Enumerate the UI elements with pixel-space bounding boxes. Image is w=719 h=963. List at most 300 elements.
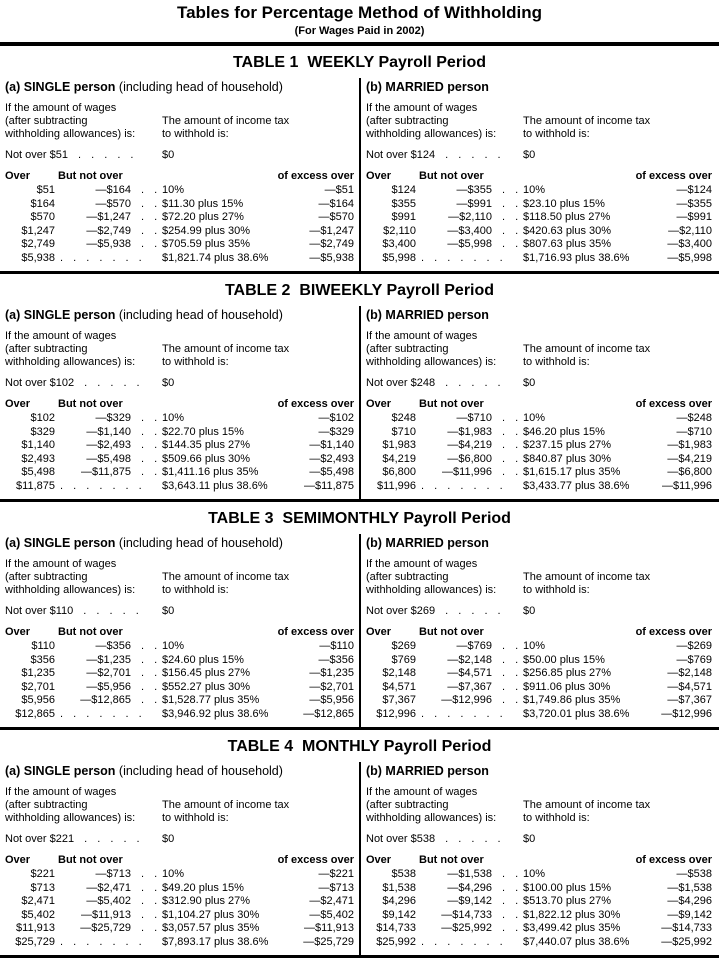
wages-label-line: If the amount of wages [366, 102, 478, 114]
not-over-row [366, 833, 715, 846]
tax-label-line: to withhold is: [162, 356, 229, 368]
bracket-row [361, 198, 717, 212]
dot-leader: . . [502, 224, 519, 237]
dot-leader: . . [502, 211, 519, 223]
but-not-over-column-header: But not over [58, 854, 123, 866]
over-value: $5,498 [21, 466, 55, 478]
but-not-over-value: —$1,247 [86, 211, 131, 223]
section-label-suffix: (including head of household) [115, 308, 283, 322]
married-person-section [359, 762, 717, 955]
excess-over-value: —$25,992 [661, 935, 712, 948]
bracket-row [361, 225, 717, 239]
dot-leader: . . [141, 211, 158, 223]
dot-leader: . . [502, 184, 519, 196]
excess-over-value: —$329 [318, 425, 354, 438]
over-value: $110 [31, 640, 55, 652]
dot-leader: . . . . . [445, 377, 501, 389]
tax-rate-value: $1,716.93 plus 38.6% [523, 251, 630, 264]
column-headers [361, 626, 717, 639]
dot-leader: . . [141, 908, 158, 921]
tax-rate-value: $118.50 plus 27% [523, 211, 611, 223]
but-not-over-value: —$5,956 [86, 680, 131, 693]
over-value: $248 [391, 412, 416, 424]
dot-leader: . . . . . . . [60, 251, 142, 264]
excess-over-value: —$1,140 [309, 439, 354, 451]
tax-label-line: The amount of income tax [523, 115, 651, 127]
excess-over-value: —$124 [676, 184, 712, 196]
wages-label-line: If the amount of wages [5, 102, 117, 114]
over-column-header: Over [5, 626, 31, 638]
over-value: $5,938 [21, 251, 55, 264]
tax-rate-value: 10% [162, 640, 185, 652]
column-headers [361, 854, 717, 867]
dot-leader: . . [502, 895, 519, 907]
wages-condition-label [5, 102, 135, 141]
excess-over-value: —$1,247 [309, 224, 354, 237]
bracket-row [361, 895, 717, 909]
tax-rate-value: $1,411.16 plus 35% [162, 466, 259, 478]
bracket-row [361, 667, 717, 681]
tax-rate-value: 10% [523, 412, 546, 424]
tax-rate-value: $46.20 plus 15% [523, 425, 605, 438]
excess-over-value: —$12,996 [661, 707, 712, 720]
excess-over-value: —$356 [318, 653, 354, 666]
zero-amount: $0 [523, 833, 536, 845]
over-value: $538 [391, 868, 416, 880]
over-value: $221 [30, 868, 55, 880]
excess-over-value: —$4,296 [667, 895, 712, 907]
over-value: $1,983 [382, 439, 416, 451]
tax-rate-value: $49.20 plus 15% [162, 881, 244, 894]
section-label-suffix: (including head of household) [115, 80, 283, 94]
tax-rate-value: $1,104.27 plus 30% [162, 908, 260, 921]
section-heading [5, 537, 283, 550]
over-column-header: Over [366, 398, 392, 410]
tax-rate-value: $237.15 plus 27% [523, 439, 612, 451]
payroll-table-title: TABLE 4 MONTHLY Payroll Period [227, 738, 492, 755]
but-not-over-value: —$5,498 [86, 452, 131, 465]
wages-label-line: (after subtracting [5, 799, 88, 811]
tax-rate-value: $22.70 plus 15% [162, 425, 244, 438]
tax-label-line: to withhold is: [523, 584, 590, 596]
zero-amount: $0 [523, 149, 536, 161]
section-heading [366, 81, 489, 94]
excess-over-value: —$570 [318, 211, 354, 223]
payroll-table-body [0, 78, 719, 274]
dot-leader: . . [141, 667, 158, 679]
single-person-section [0, 78, 359, 271]
over-value: $102 [30, 412, 55, 424]
not-over-row [366, 605, 715, 618]
dot-leader: . . [502, 452, 519, 465]
but-not-over-value: —$991 [456, 197, 492, 210]
but-not-over-value: —$1,538 [447, 868, 492, 880]
over-value: $12,865 [15, 707, 55, 720]
over-value: $3,400 [382, 238, 416, 250]
bracket-row [0, 453, 359, 467]
bracket-row [0, 667, 359, 681]
payroll-table-4 [0, 738, 719, 958]
over-value: $124 [391, 184, 416, 196]
but-not-over-column-header: But not over [419, 170, 484, 182]
of-excess-over-column-header: of excess over [635, 626, 712, 638]
wages-label-line: (after subtracting [5, 115, 88, 127]
tax-amount-label [162, 571, 289, 597]
tax-rate-value: $1,528.77 plus 35% [162, 694, 260, 706]
bracket-row [361, 708, 717, 722]
zero-amount: $0 [162, 149, 175, 161]
over-value: $25,729 [15, 935, 55, 948]
dot-leader: . . . . . [77, 149, 134, 161]
section-label: (a) SINGLE person [5, 308, 116, 322]
bracket-row [0, 238, 359, 252]
wages-label-line: If the amount of wages [5, 558, 117, 570]
tax-rate-value: $509.66 plus 30% [162, 452, 251, 465]
tax-rate-value: $3,720.01 plus 38.6% [523, 707, 630, 720]
over-column-header: Over [366, 170, 392, 182]
tax-rate-value: $3,433.77 plus 38.6% [523, 479, 630, 492]
but-not-over-value: —$2,471 [86, 881, 131, 894]
wages-condition-label [5, 330, 135, 369]
excess-over-value: —$2,701 [309, 680, 354, 693]
dot-leader: . . [141, 184, 158, 196]
bracket-row [0, 922, 359, 936]
but-not-over-value: —$3,400 [447, 224, 492, 237]
section-label: (b) MARRIED person [366, 308, 489, 322]
tax-rate-value: 10% [523, 184, 546, 196]
but-not-over-value: —$7,367 [447, 680, 492, 693]
bracket-rows [361, 640, 717, 721]
but-not-over-value: —$329 [95, 412, 131, 424]
tax-rate-value: $7,893.17 plus 38.6% [162, 935, 269, 948]
over-value: $4,219 [382, 452, 416, 465]
over-value: $1,538 [382, 881, 416, 894]
bracket-row [0, 895, 359, 909]
wages-label-line: (after subtracting [5, 571, 88, 583]
tax-rate-value: $72.20 plus 27% [162, 211, 244, 223]
tax-amount-label [162, 343, 289, 369]
of-excess-over-column-header: of excess over [635, 854, 712, 866]
tax-rate-value: $1,822.12 plus 30% [523, 908, 621, 921]
tax-rate-value: $11.30 plus 15% [162, 197, 244, 210]
bracket-row [361, 466, 717, 480]
excess-over-value: —$269 [676, 640, 712, 652]
section-label: (a) SINGLE person [5, 80, 116, 94]
but-not-over-value: —$11,913 [81, 908, 131, 921]
over-column-header: Over [5, 854, 31, 866]
but-not-over-value: —$5,402 [86, 895, 131, 907]
but-not-over-value: —$710 [456, 412, 492, 424]
tax-label-line: The amount of income tax [523, 799, 651, 811]
tax-rate-value: $3,499.42 plus 35% [523, 922, 621, 934]
but-not-over-value: —$2,148 [447, 653, 492, 666]
wages-label-line: If the amount of wages [366, 558, 478, 570]
excess-over-value: —$5,498 [309, 466, 354, 478]
but-not-over-value: —$5,998 [447, 238, 492, 250]
of-excess-over-column-header: of excess over [277, 854, 354, 866]
excess-over-value: —$4,571 [667, 680, 712, 693]
wages-condition-label [366, 558, 496, 597]
bracket-row [361, 211, 717, 225]
over-column-header: Over [5, 398, 31, 410]
bracket-row [361, 654, 717, 668]
tax-rate-value: $24.60 plus 15% [162, 653, 244, 666]
header-rule [0, 42, 719, 46]
tax-label-line: The amount of income tax [523, 343, 651, 355]
dot-leader: . . [141, 881, 158, 894]
tax-rate-value: $50.00 plus 15% [523, 653, 605, 666]
over-value: $1,247 [21, 224, 55, 237]
tax-rate-value: 10% [162, 412, 185, 424]
dot-leader: . . . . . [445, 605, 501, 617]
dot-leader: . . [502, 922, 519, 934]
column-headers [0, 854, 359, 867]
bracket-row [0, 439, 359, 453]
section-heading [366, 765, 489, 778]
bracket-row [0, 681, 359, 695]
not-over-row [366, 377, 715, 390]
zero-amount: $0 [523, 605, 536, 617]
but-not-over-value: —$5,938 [86, 238, 131, 250]
wages-label-line: (after subtracting [366, 799, 449, 811]
tax-label-line: to withhold is: [162, 128, 229, 140]
over-value: $4,296 [382, 895, 416, 907]
over-value: $2,471 [21, 895, 55, 907]
dot-leader: . . . . . [445, 833, 501, 845]
tax-amount-label [523, 799, 650, 825]
tax-rate-value: $100.00 plus 15% [523, 881, 612, 894]
over-value: $356 [30, 653, 55, 666]
excess-over-value: —$1,538 [667, 881, 712, 894]
page-title: Tables for Percentage Method of Withholding [176, 3, 543, 22]
tax-rate-value: $840.87 plus 30% [523, 452, 612, 465]
dot-leader: . . . . . [84, 833, 140, 845]
but-not-over-value: —$2,749 [86, 224, 131, 237]
bracket-row [0, 198, 359, 212]
bracket-row [361, 184, 717, 198]
but-not-over-value: —$164 [95, 184, 131, 196]
excess-over-value: —$2,493 [309, 452, 354, 465]
wages-label-line: If the amount of wages [5, 786, 117, 798]
but-not-over-value: —$14,733 [441, 908, 492, 921]
not-over-row [366, 149, 715, 162]
married-person-section [359, 78, 717, 271]
over-value: $11,875 [16, 479, 55, 492]
but-not-over-value: —$12,865 [80, 694, 131, 706]
section-label: (b) MARRIED person [366, 536, 489, 550]
excess-over-value: —$5,402 [309, 908, 354, 921]
single-person-section [0, 762, 359, 955]
dot-leader: . . . . . . . [60, 935, 142, 948]
excess-over-value: —$5,956 [309, 694, 354, 706]
but-not-over-value: —$769 [456, 640, 492, 652]
dot-leader: . . [502, 667, 519, 679]
single-person-section [0, 306, 359, 499]
tables-container [0, 54, 719, 958]
dot-leader: . . [502, 238, 519, 250]
but-not-over-value: —$2,493 [86, 439, 131, 451]
tax-rate-value: $420.63 plus 30% [523, 224, 612, 237]
column-headers [0, 626, 359, 639]
not-over-row [5, 605, 357, 618]
bracket-row [361, 909, 717, 923]
excess-over-value: —$4,219 [667, 452, 712, 465]
but-not-over-value: —$1,983 [447, 425, 492, 438]
tax-rate-value: $3,057.57 plus 35% [162, 922, 260, 934]
tax-label-line: The amount of income tax [162, 343, 290, 355]
column-headers [0, 398, 359, 411]
but-not-over-value: —$1,235 [86, 653, 131, 666]
bracket-row [0, 936, 359, 950]
zero-amount: $0 [162, 377, 175, 389]
dot-leader: . . [141, 238, 158, 250]
bracket-row [361, 882, 717, 896]
bracket-row [361, 453, 717, 467]
payroll-table-1 [0, 54, 719, 274]
dot-leader: . . . . . [84, 377, 140, 389]
over-value: $2,148 [382, 667, 416, 679]
excess-over-value: —$11,913 [304, 922, 354, 934]
not-over-text: Not over $538 [366, 833, 436, 845]
not-over-text: Not over $269 [366, 605, 436, 617]
bracket-row [361, 252, 717, 266]
over-value: $51 [36, 184, 55, 196]
wages-label-line: (after subtracting [366, 115, 449, 127]
over-value: $269 [391, 640, 416, 652]
bracket-row [0, 708, 359, 722]
over-value: $1,140 [21, 439, 55, 451]
over-value: $769 [391, 653, 416, 666]
bracket-row [361, 480, 717, 494]
section-label: (a) SINGLE person [5, 764, 116, 778]
dot-leader: . . . . . . . [421, 935, 503, 948]
but-not-over-value: —$356 [95, 640, 131, 652]
dot-leader: . . . . . [83, 605, 139, 617]
tax-amount-label [523, 115, 650, 141]
excess-over-value: —$5,998 [667, 251, 712, 264]
not-over-text: Not over $110 [5, 605, 74, 617]
but-not-over-value: —$1,140 [86, 425, 131, 438]
wages-label-line: (after subtracting [5, 343, 88, 355]
tax-rate-value: 10% [523, 868, 546, 880]
payroll-table-body [0, 762, 719, 958]
tax-rate-value: $312.90 plus 27% [162, 895, 251, 907]
but-not-over-value: —$11,996 [442, 466, 492, 478]
bracket-row [361, 694, 717, 708]
dot-leader: . . [502, 197, 519, 210]
over-value: $329 [30, 425, 55, 438]
tax-rate-value: $1,615.17 plus 35% [523, 466, 621, 478]
over-value: $11,913 [16, 922, 55, 934]
column-headers [0, 170, 359, 183]
dot-leader: . . . . . . . [60, 707, 142, 720]
but-not-over-value: —$355 [456, 184, 492, 196]
bracket-row [0, 882, 359, 896]
excess-over-value: —$1,983 [667, 439, 712, 451]
bracket-row [361, 640, 717, 654]
bracket-rows [0, 184, 359, 265]
excess-over-value: —$2,471 [309, 895, 354, 907]
excess-over-value: —$769 [676, 653, 712, 666]
over-value: $991 [391, 211, 416, 223]
over-column-header: Over [366, 626, 392, 638]
bracket-row [0, 225, 359, 239]
dot-leader: . . [502, 466, 519, 478]
dot-leader: . . [502, 412, 519, 424]
single-person-section [0, 534, 359, 727]
dot-leader: . . . . . [445, 149, 501, 161]
payroll-table-3 [0, 510, 719, 730]
dot-leader: . . [141, 466, 158, 478]
excess-over-value: —$12,865 [303, 707, 354, 720]
tax-rate-value: $156.45 plus 27% [162, 667, 251, 679]
over-value: $25,992 [376, 935, 416, 948]
excess-over-value: —$3,400 [667, 238, 712, 250]
dot-leader: . . [141, 452, 158, 465]
excess-over-value: —$355 [676, 197, 712, 210]
excess-over-value: —$9,142 [667, 908, 712, 921]
bracket-rows [361, 184, 717, 265]
not-over-text: Not over $221 [5, 833, 75, 845]
bracket-row [0, 412, 359, 426]
wages-label-line: If the amount of wages [366, 330, 478, 342]
over-value: $5,956 [21, 694, 55, 706]
section-label-suffix: (including head of household) [115, 536, 283, 550]
excess-over-value: —$2,148 [667, 667, 712, 679]
dot-leader: . . [141, 895, 158, 907]
tax-amount-label [162, 115, 289, 141]
excess-over-value: —$51 [324, 184, 354, 196]
over-value: $14,733 [376, 922, 416, 934]
wages-label-line: If the amount of wages [366, 786, 478, 798]
dot-leader: . . [141, 439, 158, 451]
bracket-row [361, 681, 717, 695]
dot-leader: . . [502, 908, 519, 921]
wages-label-line: withholding allowances) is: [366, 128, 497, 140]
payroll-table-2 [0, 282, 719, 502]
but-not-over-column-header: But not over [419, 626, 484, 638]
not-over-row [5, 149, 357, 162]
dot-leader: . . [502, 653, 519, 666]
wages-condition-label [366, 102, 496, 141]
dot-leader: . . . . . . . [421, 479, 503, 492]
bracket-row [0, 426, 359, 440]
wages-label-line: withholding allowances) is: [366, 584, 497, 596]
wages-label-line: withholding allowances) is: [366, 356, 497, 368]
excess-over-value: —$11,875 [304, 479, 354, 492]
zero-amount: $0 [162, 833, 175, 845]
over-value: $164 [30, 197, 55, 210]
dot-leader: . . [502, 868, 519, 880]
wages-label-line: (after subtracting [366, 343, 449, 355]
tax-label-line: The amount of income tax [162, 799, 290, 811]
dot-leader: . . . . . . . [421, 251, 503, 264]
dot-leader: . . [141, 694, 158, 706]
not-over-row [5, 833, 357, 846]
of-excess-over-column-header: of excess over [277, 398, 354, 410]
tax-label-line: to withhold is: [523, 128, 590, 140]
but-not-over-column-header: But not over [58, 170, 123, 182]
tax-rate-value: $256.85 plus 27% [523, 667, 612, 679]
bracket-rows [0, 640, 359, 721]
tax-rate-value: $1,821.74 plus 38.6% [162, 251, 269, 264]
of-excess-over-column-header: of excess over [277, 626, 354, 638]
column-headers [361, 170, 717, 183]
tax-rate-value: $7,440.07 plus 38.6% [523, 935, 630, 948]
dot-leader: . . [141, 680, 158, 693]
section-heading [5, 309, 283, 322]
bracket-rows [361, 412, 717, 493]
